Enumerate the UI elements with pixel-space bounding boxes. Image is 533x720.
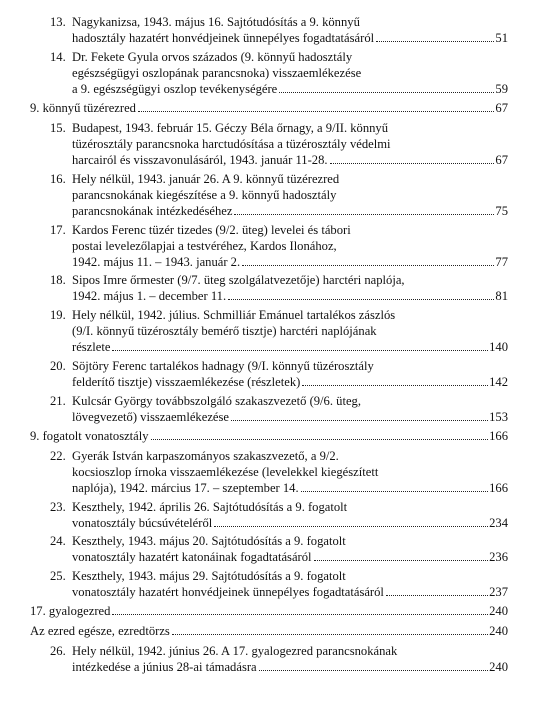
toc-page-number: 77 — [495, 254, 508, 269]
dot-leader — [234, 214, 494, 215]
toc-section-heading — [30, 603, 508, 619]
toc-entry-line: 13. Nagykanizsa, 1943. május 16. Sajtótudósítás a 9. könnyű — [50, 15, 360, 29]
toc-entry-text: intézkedése a június 28-ai támadásra — [72, 660, 257, 675]
toc-entry-text: Keszthely, 1943. május 20. Sajtótudósítás a 9. fogatolt — [72, 534, 346, 549]
toc-entry-text: Budapest, 1943. február 15. Géczy Béla őrnagy, a 9/II. könnyű — [72, 120, 389, 135]
toc-entry-text: Az ezred egésze, ezredtörzs — [30, 624, 170, 638]
toc-entry-text: (9/I. könnyű tüzérosztály bemérő tisztje) harctéri naplójának — [72, 324, 377, 339]
toc-entry-text: parancsnokának intézkedéséhez — [72, 203, 233, 218]
toc-entry-line: 22. Gyerák István karpaszományos szakaszvezető, a 9/2. — [50, 448, 339, 463]
toc-entry-line — [72, 549, 508, 565]
toc-entry — [30, 643, 508, 675]
toc-entry — [30, 568, 508, 600]
toc-entry-line — [72, 339, 508, 355]
toc-entry-line — [30, 100, 508, 116]
toc-entry-line — [72, 65, 508, 81]
dot-leader — [228, 299, 494, 300]
toc-entry-line — [72, 136, 508, 152]
toc-page-number: 67 — [495, 100, 508, 115]
dot-leader — [138, 111, 494, 112]
toc-entry — [30, 272, 508, 304]
toc-entry-line: 17. Kardos Ferenc tüzér tizedes (9/2. üteg) levelei és tábori — [50, 222, 351, 237]
toc-entry-text: Hely nélkül, 1943. január 26. A 9. könnyű tüzérezred — [72, 171, 340, 186]
toc-entry-line: 24. Keszthely, 1943. május 20. Sajtótudósítás a 9. fogatolt — [50, 534, 346, 549]
toc-entry-text: 1942. május 11. – 1943. január 2. — [72, 254, 241, 269]
toc-entry-line — [30, 603, 508, 619]
toc-entry-text: Keszthely, 1943. május 29. Sajtótudósítás a 9. fogatolt — [72, 569, 346, 584]
toc-entry — [30, 171, 508, 219]
toc-entry-text: egészségügyi oszlopának parancsnoka) visszaemlékezése — [72, 65, 362, 80]
toc-page-number: 166 — [489, 480, 508, 495]
dot-leader — [242, 265, 494, 266]
toc-entry-text: 9. könnyű tüzérezred — [30, 100, 136, 115]
toc-entry-line: 20. Söjtöry Ferenc tartalékos hadnagy (9/I. könnyű tüzérosztály — [50, 359, 374, 374]
toc-entry-line: 25. Keszthely, 1943. május 29. Sajtótudósítás a 9. fogatolt — [50, 569, 346, 584]
dot-leader — [386, 595, 488, 596]
toc-page-number: 240 — [489, 603, 508, 618]
toc-entry-text: vonatosztály hazatért katonáinak fogadtatásáról — [72, 550, 312, 565]
toc-entry-text: Söjtöry Ferenc tartalékos hadnagy (9/I. könnyű tüzérosztály — [72, 359, 374, 374]
dot-leader — [330, 163, 495, 164]
toc-entry-line — [72, 515, 508, 531]
toc-entry-text: Hely nélkül, 1942. július. Schmilliár Emánuel tartalékos zászlós — [72, 308, 396, 323]
toc-entry-line — [30, 428, 508, 444]
toc-page-number: 153 — [489, 409, 508, 424]
toc-entry-text: Gyerák István karpaszományos szakaszvezető, a 9/2. — [72, 448, 339, 463]
dot-leader — [301, 491, 488, 492]
toc-entry-line — [72, 409, 508, 425]
toc-entry-text: harcairól és visszavonulásáról, 1943. január 11-28. — [72, 152, 328, 167]
toc-entry-text: tüzérosztály parancsnoka harctudósítása a tüzérosztály védelmi — [72, 136, 391, 151]
toc-entry-text: postai levelezőlapjai a testvéréhez, Kardos Ilonához, — [72, 238, 337, 253]
toc-entry-text: Kulcsár György továbbszolgáló szakaszvezető (9/6. üteg, — [72, 393, 361, 408]
toc-page-number: 166 — [489, 428, 508, 443]
toc-entry — [30, 358, 508, 390]
toc-entry-line: 14. Dr. Fekete Gyula orvos százados (9. könnyű hadosztály — [50, 49, 353, 64]
toc-entry-text: vonatosztály búcsúvételéről — [72, 515, 213, 530]
toc-entry-text: Dr. Fekete Gyula orvos százados (9. könnyű hadosztály — [72, 49, 353, 64]
dot-leader — [259, 670, 488, 671]
dot-leader — [151, 439, 489, 440]
toc-page-number: 59 — [495, 81, 508, 96]
toc-entry-text: Hely nélkül, 1942. június 26. A 17. gyalogezred parancsnokának — [72, 644, 398, 659]
toc-entry-line — [72, 323, 508, 339]
toc-entry — [30, 49, 508, 97]
toc-entry-line: 19. Hely nélkül, 1942. július. Schmilliár Emánuel tartalékos zászlós — [50, 308, 396, 323]
toc-entry-line: 16. Hely nélkül, 1943. január 26. A 9. könnyű tüzérezred — [50, 171, 340, 186]
toc-entry-line — [72, 659, 508, 675]
toc-entry-text: Kardos Ferenc tüzér tizedes (9/2. üteg) levelei és tábori — [72, 222, 351, 237]
toc-entry — [30, 448, 508, 496]
toc-entry-text: részlete — [72, 340, 111, 355]
toc-section-heading — [30, 623, 508, 639]
toc-entry — [30, 393, 508, 425]
dot-leader — [172, 634, 488, 635]
toc-entry-line — [72, 30, 508, 46]
toc-entry — [30, 499, 508, 531]
toc-entry — [30, 14, 508, 46]
toc-page-number: 240 — [489, 624, 508, 638]
toc-entry-line: 18. Sipos Imre őrmester (9/7. üteg szolgálatvezetője) harctéri naplója, — [50, 273, 405, 288]
toc-entry-line: 23. Keszthely, 1942. április 26. Sajtótudósítás a 9. fogatolt — [50, 499, 348, 514]
toc-page-number: 236 — [489, 550, 508, 565]
toc-entry-line — [72, 288, 508, 304]
toc-page-number: 237 — [489, 585, 508, 600]
toc-entry-text: lövegvezető) visszaemlékezése — [72, 409, 229, 424]
dot-leader — [231, 420, 488, 421]
toc-entry-text: Nagykanizsa, 1943. május 16. Sajtótudósítás a 9. könnyű — [72, 15, 360, 29]
toc-page-number: 240 — [489, 660, 508, 675]
toc-entry-text: 17. gyalogezred — [30, 603, 111, 618]
toc-entry-text: naplója), 1942. március 17. – szeptember 14. — [72, 480, 299, 495]
toc-entry-line: 21. Kulcsár György továbbszolgáló szakaszvezető (9/6. üteg, — [50, 393, 361, 408]
toc-entry-text: 1942. május 1. – december 11. — [72, 289, 227, 304]
toc-entry-line — [72, 464, 508, 480]
toc-page-number: 142 — [489, 375, 508, 390]
toc-page-number: 81 — [495, 289, 508, 304]
toc-entry-text: Sipos Imre őrmester (9/7. üteg szolgálatvezetője) harctéri naplója, — [72, 273, 405, 288]
dot-leader — [279, 92, 494, 93]
toc-entry-line — [72, 254, 508, 270]
toc-entry-text: hadosztály hazatért honvédjeinek ünnepélyes fogadtatásáról — [72, 31, 375, 46]
toc-entry-text: Keszthely, 1942. április 26. Sajtótudósítás a 9. fogatolt — [72, 499, 348, 514]
toc-entry — [30, 307, 508, 355]
toc-entry-line — [30, 623, 508, 639]
toc-entry — [30, 533, 508, 565]
dot-leader — [112, 350, 488, 351]
toc-entry-line: 15. Budapest, 1943. február 15. Géczy Béla őrnagy, a 9/II. könnyű — [50, 120, 389, 135]
toc-entry-line — [72, 203, 508, 219]
table-of-contents — [30, 14, 508, 678]
toc-entry-text: a 9. egészségügyi oszlop tevékenységére — [72, 81, 278, 96]
dot-leader — [214, 526, 488, 527]
toc-entry-line — [72, 238, 508, 254]
toc-entry-line — [72, 374, 508, 390]
dot-leader — [302, 385, 488, 386]
toc-page-number: 234 — [489, 515, 508, 530]
toc-section-heading — [30, 428, 508, 444]
toc-entry-text: kocsioszlop írnoka visszaemlékezése (levelekkel kiegészített — [72, 464, 379, 479]
toc-entry-text: vonatosztály hazatért honvédjeinek ünnepélyes fogadtatásáról — [72, 585, 384, 600]
dot-leader — [314, 560, 489, 561]
toc-entry-text: parancsnokának kiegészítése a 9. könnyű hadosztály — [72, 187, 337, 202]
toc-page-number: 140 — [489, 340, 508, 355]
dot-leader — [112, 614, 488, 615]
toc-page-number: 51 — [495, 31, 508, 46]
toc-section-heading — [30, 100, 508, 116]
toc-entry-text: 9. fogatolt vonatosztály — [30, 428, 149, 443]
dot-leader — [376, 41, 494, 42]
toc-entry-line: 26. Hely nélkül, 1942. június 26. A 17. gyalogezred parancsnokának — [50, 644, 398, 659]
toc-entry-line — [72, 187, 508, 203]
toc-entry — [30, 120, 508, 168]
toc-entry-text: felderítő tisztje) visszaemlékezése (részletek) — [72, 375, 301, 390]
toc-entry-line — [72, 584, 508, 600]
toc-entry-line — [72, 152, 508, 168]
toc-entry — [30, 222, 508, 270]
toc-entry-line — [72, 480, 508, 496]
toc-page-number: 67 — [495, 152, 508, 167]
toc-page-number: 75 — [495, 203, 508, 218]
toc-entry-line — [72, 81, 508, 97]
